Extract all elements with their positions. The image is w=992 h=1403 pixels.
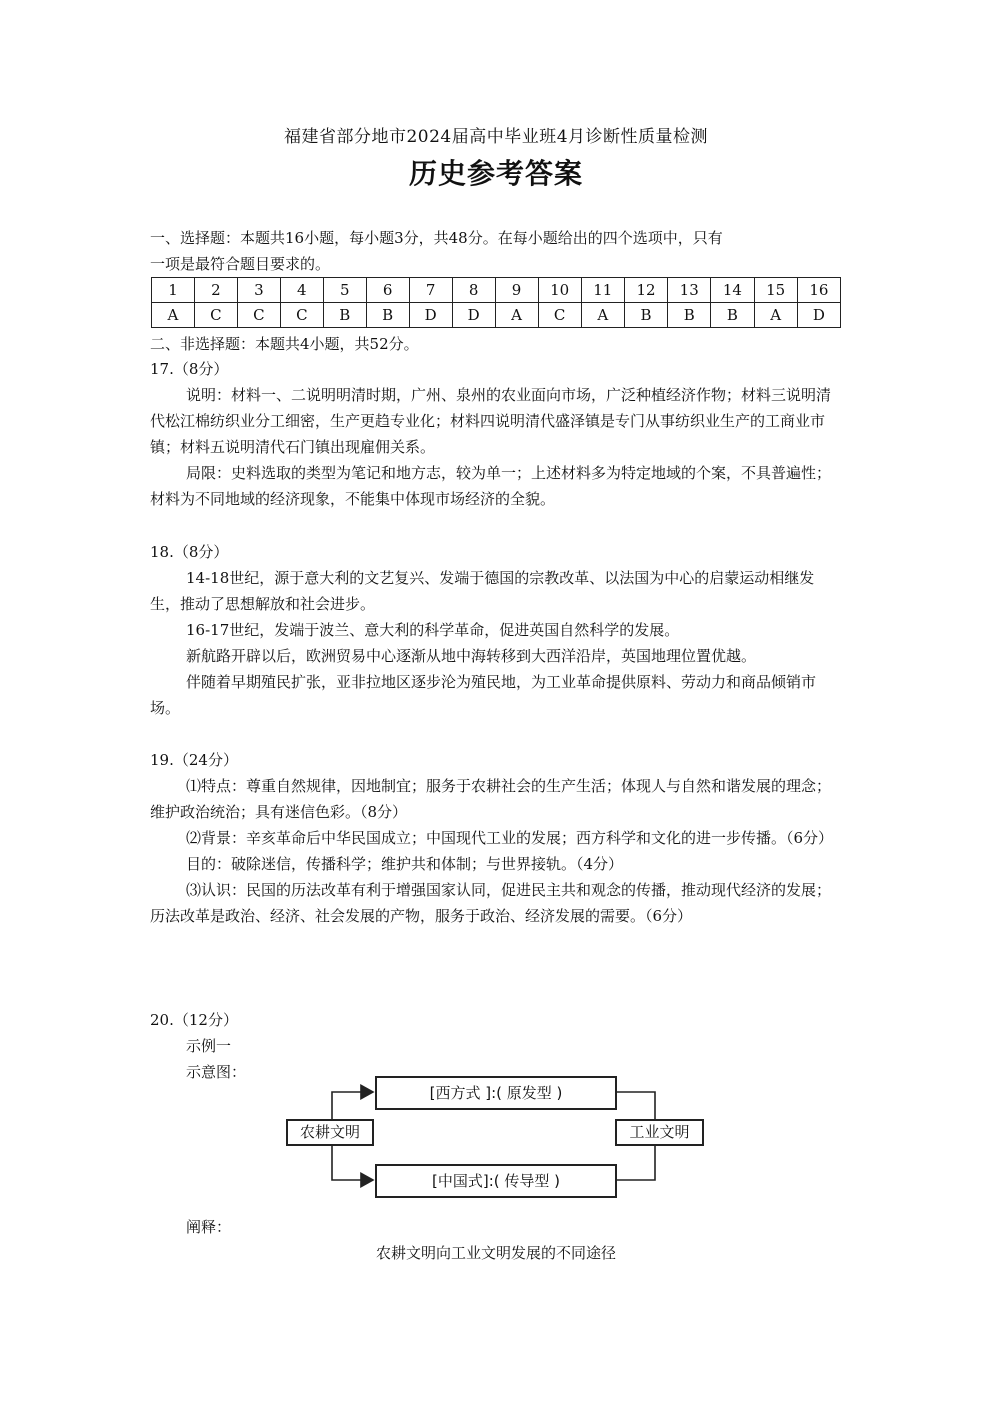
line-from-western-path <box>617 1092 655 1119</box>
question-number-cell: 8 <box>452 278 495 303</box>
question-number-cell: 10 <box>538 278 581 303</box>
q18-paragraph-2: 16-17世纪，发端于波兰、意大利的科学革命，促进英国自然科学的发展。 <box>186 621 680 639</box>
answer-cell: D <box>452 303 495 328</box>
question-number-cell: 15 <box>754 278 797 303</box>
answer-table <box>151 277 841 328</box>
chinese-path-box: [中国式]:( 传导型 ) <box>375 1164 617 1198</box>
question-number-cell: 3 <box>237 278 280 303</box>
civilization-path-diagram <box>285 1074 705 1200</box>
industrial-civilization-box: 工业文明 <box>615 1119 704 1146</box>
answer-cell: C <box>237 303 280 328</box>
q19-part-1: ⑴特点：尊重自然规律，因地制宜；服务于农耕社会的生产生活；体现人与自然和谐发展的理念；维护政治统治；具有迷信色彩。（8分） <box>150 777 832 821</box>
question-number-cell: 14 <box>711 278 754 303</box>
section1-intro-line2: 一项是最符合题目要求的。 <box>150 255 331 273</box>
question-number-cell: 9 <box>495 278 538 303</box>
q20-heading: 20.（12分） <box>150 1011 238 1029</box>
q18-paragraph-4: 伴随着早期殖民扩张，亚非拉地区逐步沦为殖民地，为工业革命提供原料、劳动力和商品倾销市场。 <box>150 673 817 717</box>
section1-intro <box>150 225 842 277</box>
answer-cell: A <box>581 303 624 328</box>
question-number-cell: 1 <box>152 278 195 303</box>
question-number-cell: 4 <box>280 278 323 303</box>
answer-cell: B <box>366 303 409 328</box>
question-number-cell: 2 <box>194 278 237 303</box>
answer-cell: D <box>409 303 452 328</box>
q20-diagram-label: 示意图： <box>186 1063 247 1081</box>
question-number-cell: 16 <box>797 278 840 303</box>
answer-cell: C <box>280 303 323 328</box>
answer-cell: A <box>152 303 195 328</box>
agricultural-civilization-box: 农耕文明 <box>286 1119 374 1146</box>
question-18 <box>150 539 842 721</box>
question-number-cell: 11 <box>581 278 624 303</box>
q19-heading: 19.（24分） <box>150 751 238 769</box>
answer-cell: C <box>538 303 581 328</box>
question-number-row <box>152 278 841 303</box>
question-17 <box>150 356 842 512</box>
answer-cell: A <box>495 303 538 328</box>
q19-part-2-purpose: 目的：破除迷信，传播科学；维护共和体制；与世界接轨。（4分） <box>186 855 624 873</box>
answer-cell: B <box>668 303 711 328</box>
answer-cell: C <box>194 303 237 328</box>
western-path-box: [西方式 ]:( 原发型 ) <box>375 1076 617 1110</box>
line-from-chinese-path <box>617 1146 655 1180</box>
q17-heading: 17.（8分） <box>150 360 229 378</box>
q19-part-2: ⑵背景：辛亥革命后中华民国成立；中国现代工业的发展；西方科学和文化的进一步传播。（6分） <box>186 829 834 847</box>
diagram-caption: 农耕文明向工业文明发展的不同途径 <box>375 1244 616 1262</box>
q18-heading: 18.（8分） <box>150 543 229 561</box>
page-title: 历史参考答案 <box>408 157 583 190</box>
question-19 <box>150 747 842 929</box>
q20-explanation <box>150 1214 842 1240</box>
arrow-to-chinese-path <box>332 1146 373 1180</box>
answer-cell: B <box>323 303 366 328</box>
answer-cell: D <box>797 303 840 328</box>
q19-part-3: ⑶认识：民国的历法改革有利于增强国家认同，促进民主共和观念的传播，推动现代经济的发展；历法改革是政治、经济、社会发展的产物，服务于政治、经济发展的需要。（6分） <box>150 881 832 925</box>
answer-row <box>152 303 841 328</box>
q20-explain-label: 阐释： <box>186 1218 232 1236</box>
section1-intro-line1: 一、选择题：本题共16小题，每小题3分，共48分。在每小题给出的四个选项中，只有 <box>150 229 723 247</box>
question-number-cell: 5 <box>323 278 366 303</box>
q17-limitations: 局限：史料选取的类型为笔记和地方志，较为单一；上述材料多为特定地域的个案，不具普遍性；材料为不同地域的经济现象，不能集中体现市场经济的全貌。 <box>150 464 832 508</box>
section2-intro: 二、非选择题：本题共4小题，共52分。 <box>150 335 419 353</box>
answer-cell: B <box>711 303 754 328</box>
question-number-cell: 12 <box>624 278 667 303</box>
q20-example-label: 示例一 <box>186 1037 232 1055</box>
answer-cell: B <box>624 303 667 328</box>
question-number-cell: 7 <box>409 278 452 303</box>
exam-subtitle: 福建省部分地市2024届高中毕业班4月诊断性质量检测 <box>283 127 709 147</box>
q17-explanation: 说明：材料一、二说明明清时期，广州、泉州的农业面向市场，广泛种植经济作物；材料三说明清代松江棉纺织业分工细密，生产更趋专业化；材料四说明清代盛泽镇是专门从事纺织业生产的工商业市镇；材料五说明清代石门镇出现雇佣关系。 <box>150 386 832 456</box>
q18-paragraph-3: 新航路开辟以后，欧洲贸易中心逐渐从地中海转移到大西洋沿岸，英国地理位置优越。 <box>186 647 757 665</box>
question-number-cell: 6 <box>366 278 409 303</box>
question-number-cell: 13 <box>668 278 711 303</box>
arrow-to-western-path <box>332 1092 373 1119</box>
q18-paragraph-1: 14-18世纪，源于意大利的文艺复兴、发端于德国的宗教改革、以法国为中心的启蒙运动相继发生，推动了思想解放和社会进步。 <box>150 569 815 613</box>
answer-cell: A <box>754 303 797 328</box>
